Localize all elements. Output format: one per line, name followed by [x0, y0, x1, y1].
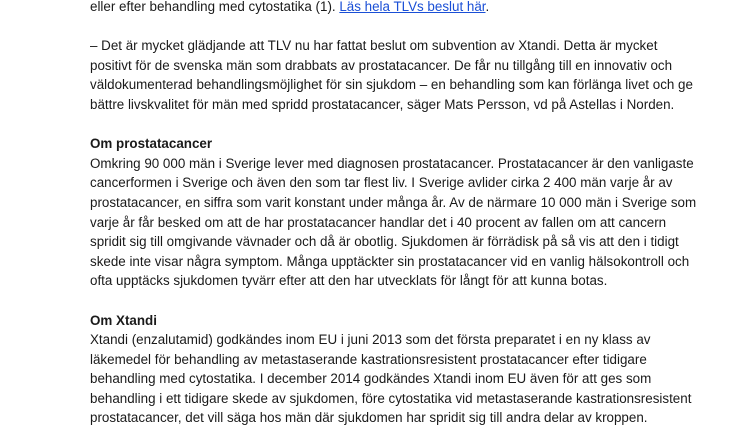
intro-suffix: .	[485, 0, 490, 14]
quote-paragraph	[90, 36, 693, 114]
tlv-decision-link[interactable]: Läs hela TLVs beslut här	[339, 0, 486, 14]
paragraph-spacer	[90, 17, 690, 37]
xtandi-line: läkemedel för behandling av metastaserande kastrationsresistent prostatacancer efter tidigare	[90, 351, 647, 367]
xtandi-line: behandling med cytostatika. I december 2014 godkändes Xtandi inom EU även för att ges som	[90, 371, 652, 387]
quote-line: väldokumenterad behandlingsmöjlighet för sin sjukdom – en behandling som kan förlänga livet och ge	[90, 77, 693, 93]
xtandi-line: Xtandi (enzalutamid) godkändes inom EU i juni 2013 som det första preparatet i en ny klass av	[90, 332, 651, 348]
intro-text: eller efter behandling med cytostatika (1).	[90, 0, 340, 14]
xtandi-line: prostatacancer, det vill säga hos män där sjukdomen har spridit sig till andra delar av kroppen.	[90, 410, 648, 426]
xtandi-line: behandling i ett tidigare skede av sjukdomen, före cytostatika vid metastaserande kastrationsresistent	[90, 390, 692, 406]
prostate-line: ofta upptäcks sjukdomen tyvärr efter att den har utvecklats för långt för att kunna botas.	[90, 273, 608, 289]
intro-paragraph	[90, 0, 690, 17]
xtandi-section-paragraph	[90, 330, 690, 428]
prostate-line: skede inte visar några symptom. Många upptäckter sin prostatacancer vid en vanlig hälsokontroll och	[90, 253, 690, 269]
prostate-section-heading: Om prostatacancer	[90, 136, 213, 152]
quote-line: – Det är mycket glädjande att TLV nu har fattat beslut om subvention av Xtandi. Detta är mycket	[90, 38, 658, 54]
quote-line: bättre livskvalitet för män med spridd prostatacancer, säger Mats Persson, vd på Astellas i Norden.	[90, 96, 675, 112]
quote-line: positivt för de svenska män som drabbats av prostatacancer. De får nu tillgång till en innovativ och	[90, 57, 673, 73]
document-body	[90, 0, 697, 428]
prostate-line: spridit sig till omgivande vävnader och då är obotlig. Sjukdomen är förrädisk på så vis att den i tidigt	[90, 234, 679, 250]
prostate-line: cancerformen i Sverige och även den som tar flest liv. I Sverige avlider cirka 2 400 män varje år av	[90, 175, 673, 191]
xtandi-section-heading: Om Xtandi	[90, 312, 157, 328]
prostate-line: Omkring 90 000 män i Sverige lever med diagnosen prostatacancer. Prostatacancer är den vanligaste	[90, 155, 694, 171]
prostate-line: prostatacancer, en siffra som varit konstant under många år. Av de närmare 10 000 män i Sverige som	[90, 194, 697, 210]
paragraph-spacer	[90, 291, 690, 311]
prostate-line: varje år får besked om att de har prostatacancer handlar det i 40 procent av fallen om att cancern	[90, 214, 667, 230]
paragraph-spacer	[90, 115, 690, 135]
prostate-section-paragraph	[90, 154, 697, 291]
